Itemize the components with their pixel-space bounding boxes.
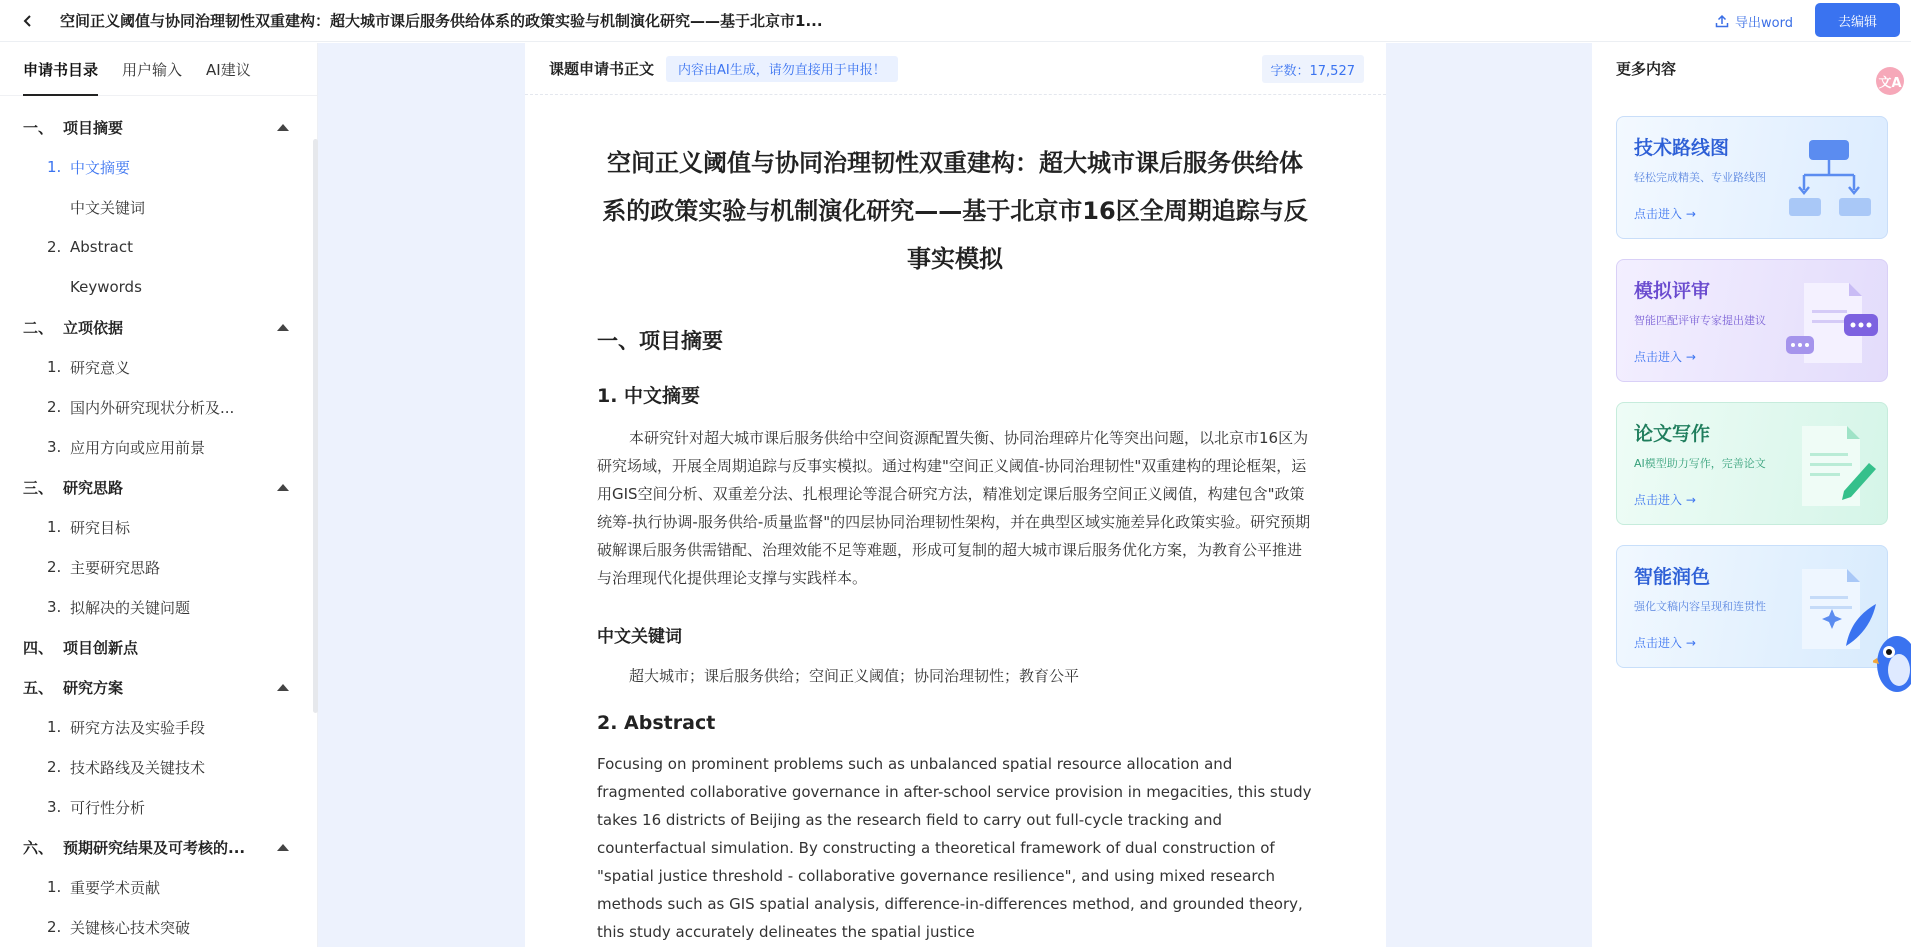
document-title: 空间正义阈值与协同治理韧性双重建构：超大城市课后服务供给体系的政策实验与机制演化研究——基于北京市1... — [60, 12, 823, 30]
toc-label: 中文摘要 — [70, 158, 131, 177]
toc-item-application[interactable] — [0, 427, 310, 467]
upload-icon — [1714, 13, 1730, 29]
card-paper-writing[interactable] — [1616, 402, 1888, 525]
toc-label: 研究意义 — [70, 358, 131, 377]
toc-label: 预期研究结果及可考核的... — [63, 838, 246, 857]
document-header — [525, 43, 1386, 95]
toc-number: 1. — [47, 158, 62, 176]
back-button[interactable] — [16, 9, 40, 33]
card-description: AI模型助力写作，完善论文 — [1634, 457, 1766, 470]
toc-item-cn-abstract[interactable] — [0, 147, 310, 187]
toc-section-expected-results[interactable] — [0, 827, 310, 867]
table-of-contents — [0, 107, 310, 947]
toc-label: 可行性分析 — [70, 798, 146, 817]
toc-number: 1. — [47, 358, 62, 376]
card-title: 技术路线图 — [1634, 137, 1730, 159]
card-description: 轻松完成精美、专业路线图 — [1634, 171, 1766, 184]
toc-number: 2. — [47, 238, 62, 256]
toc-label: 项目创新点 — [63, 638, 139, 657]
toc-item-core-tech[interactable] — [0, 907, 310, 947]
flowchart-icon — [1784, 135, 1879, 225]
toc-item-methods[interactable] — [0, 707, 310, 747]
word-count-badge: 字数：17,527 — [1262, 55, 1365, 83]
document-paper — [525, 43, 1386, 947]
toc-label: 重要学术贡献 — [70, 878, 161, 897]
toc-number: 三、 — [23, 478, 54, 497]
chinese-keywords: 超大城市；课后服务供给；空间正义阈值；协同治理韧性；教育公平 — [629, 667, 1080, 685]
translate-icon[interactable]: 文A — [1876, 67, 1904, 95]
card-tech-roadmap[interactable] — [1616, 116, 1888, 239]
toc-label: 立项依据 — [63, 318, 124, 337]
toc-number: 1. — [47, 878, 62, 896]
caret-up-icon[interactable] — [277, 324, 289, 331]
toc-number: 2. — [47, 398, 62, 416]
toc-section-summary[interactable] — [0, 107, 310, 147]
card-title: 模拟评审 — [1634, 280, 1711, 302]
card-title: 论文写作 — [1634, 423, 1711, 445]
document-body — [597, 139, 1313, 946]
tab-outline[interactable]: 申请书目录 — [23, 43, 98, 96]
document-head-title: 课题申请书正文 — [549, 60, 655, 78]
toc-label: 应用方向或应用前景 — [70, 438, 206, 457]
toc-number: 3. — [47, 798, 62, 816]
sidebar-tabs — [0, 43, 317, 96]
toc-item-key-problems[interactable] — [0, 587, 310, 627]
document-pen-icon — [1784, 421, 1879, 511]
card-mock-review[interactable] — [1616, 259, 1888, 382]
english-abstract-paragraph: Focusing on prominent problems such as unbalanced spatial resource allocation and fragmented collaborative governance in after-school service provision in megacities, this study takes 16 districts of Beijing as the research field to carry out full-cycle tracking and counterfactual simulation. By constructing a theoretical framework of dual construction of "spatial justice threshold - collaborative governance resilience", and using mixed research methods such as GIS spatial analysis, difference-in-differences method, and grounded theory, this study accurately delineates the spatial justice — [597, 755, 1312, 941]
toc-label: 主要研究思路 — [70, 558, 161, 577]
tab-user-input[interactable]: 用户输入 — [122, 60, 183, 79]
top-bar — [0, 0, 1911, 42]
toc-label: 研究思路 — [63, 478, 124, 497]
toc-label: 研究方法及实验手段 — [70, 718, 206, 737]
card-enter-link[interactable]: 点击进入 → — [1634, 493, 1696, 507]
toc-label: 国内外研究现状分析及... — [70, 398, 235, 417]
caret-up-icon[interactable] — [277, 124, 289, 131]
toc-label: 技术路线及关键技术 — [70, 758, 206, 777]
tab-ai-suggestion[interactable]: AI建议 — [206, 60, 251, 79]
polish-feather-icon — [1784, 564, 1879, 654]
export-word-button[interactable] — [1714, 9, 1793, 33]
card-enter-link[interactable]: 点击进入 → — [1634, 207, 1696, 221]
toc-item-feasibility[interactable] — [0, 787, 310, 827]
toc-item-academic-contribution[interactable] — [0, 867, 310, 907]
toc-label: 研究目标 — [70, 518, 131, 537]
toc-section-basis[interactable] — [0, 307, 310, 347]
caret-up-icon[interactable] — [277, 844, 289, 851]
ai-warning-badge: 内容由AI生成，请勿直接用于申报！ — [666, 56, 898, 82]
caret-up-icon[interactable] — [277, 484, 289, 491]
subsection-heading: 1. 中文摘要 — [597, 385, 701, 407]
more-content-panel — [1592, 43, 1911, 947]
section-heading: 一、项目摘要 — [597, 329, 723, 353]
toc-section-innovation[interactable] — [0, 627, 310, 667]
toc-label: 项目摘要 — [63, 118, 124, 137]
caret-up-icon[interactable] — [277, 684, 289, 691]
toc-number: 二、 — [23, 318, 54, 337]
outline-sidebar — [0, 43, 318, 947]
toc-item-research-status[interactable] — [0, 387, 310, 427]
card-enter-link[interactable]: 点击进入 → — [1634, 350, 1696, 364]
toc-item-significance[interactable] — [0, 347, 310, 387]
toc-number: 五、 — [23, 678, 54, 697]
card-smart-polish[interactable] — [1616, 545, 1888, 668]
toc-label: 中文关键词 — [70, 198, 146, 217]
toc-item-objectives[interactable] — [0, 507, 310, 547]
edit-button[interactable]: 去编辑 — [1815, 3, 1900, 37]
chevron-left-icon — [21, 14, 35, 28]
toc-item-keywords[interactable] — [0, 267, 310, 307]
assistant-mascot-icon[interactable] — [1873, 626, 1911, 698]
toc-number: 3. — [47, 438, 62, 456]
toc-item-tech-route[interactable] — [0, 747, 310, 787]
export-word-label: 导出word — [1735, 15, 1793, 31]
document-main-title: 空间正义阈值与协同治理韧性双重建构：超大城市课后服务供给体系的政策实验与机制演化研究——基于北京市16区全周期追踪与反事实模拟 — [602, 149, 1308, 273]
card-title: 智能润色 — [1634, 566, 1711, 588]
chinese-abstract-paragraph: 本研究针对超大城市课后服务供给中空间资源配置失衡、协同治理碎片化等突出问题，以北京市16区为研究场域，开展全周期追踪与反事实模拟。通过构建"空间正义阈值-协同治理韧性"双重建构的理论框架，运用GIS空间分析、双重差分法、扎根理论等混合研究方法，精准划定课后服务空间正义阈值，构建包含"政策统筹-执行协调-服务供给-质量监督"的四层协同治理韧性架构，并在典型区域实施差异化政策实验。研究预期破解课后服务供需错配、治理效能不足等难题，形成可复制的超大城市课后服务优化方案，为教育公平推进与治理现代化提供理论支撑与实践样本。 — [597, 429, 1311, 587]
card-description: 智能匹配评审专家提出建议 — [1634, 314, 1766, 327]
subsection-heading: 2. Abstract — [597, 712, 716, 734]
toc-label: Keywords — [70, 278, 142, 296]
toc-item-main-idea[interactable] — [0, 547, 310, 587]
toc-number: 3. — [47, 598, 62, 616]
toc-number: 1. — [47, 518, 62, 536]
toc-item-cn-keywords[interactable] — [0, 187, 310, 227]
toc-number: 2. — [47, 918, 62, 936]
toc-label: 关键核心技术突破 — [70, 918, 191, 937]
toc-label: 拟解决的关键问题 — [70, 598, 191, 617]
review-chat-icon — [1784, 278, 1879, 368]
toc-section-approach[interactable] — [0, 467, 310, 507]
toc-label: 研究方案 — [63, 678, 124, 697]
toc-section-plan[interactable] — [0, 667, 310, 707]
toc-label: Abstract — [70, 238, 133, 256]
toc-number: 一、 — [23, 118, 54, 137]
toc-number: 六、 — [23, 838, 54, 857]
toc-item-abstract[interactable] — [0, 227, 310, 267]
toc-number: 2. — [47, 758, 62, 776]
toc-number: 2. — [47, 558, 62, 576]
panel-title: 更多内容 — [1616, 60, 1677, 78]
toc-number: 四、 — [23, 638, 54, 657]
card-description: 强化文稿内容呈现和连贯性 — [1634, 600, 1766, 613]
card-enter-link[interactable]: 点击进入 → — [1634, 636, 1696, 650]
keywords-heading: 中文关键词 — [597, 627, 682, 647]
toc-number: 1. — [47, 718, 62, 736]
